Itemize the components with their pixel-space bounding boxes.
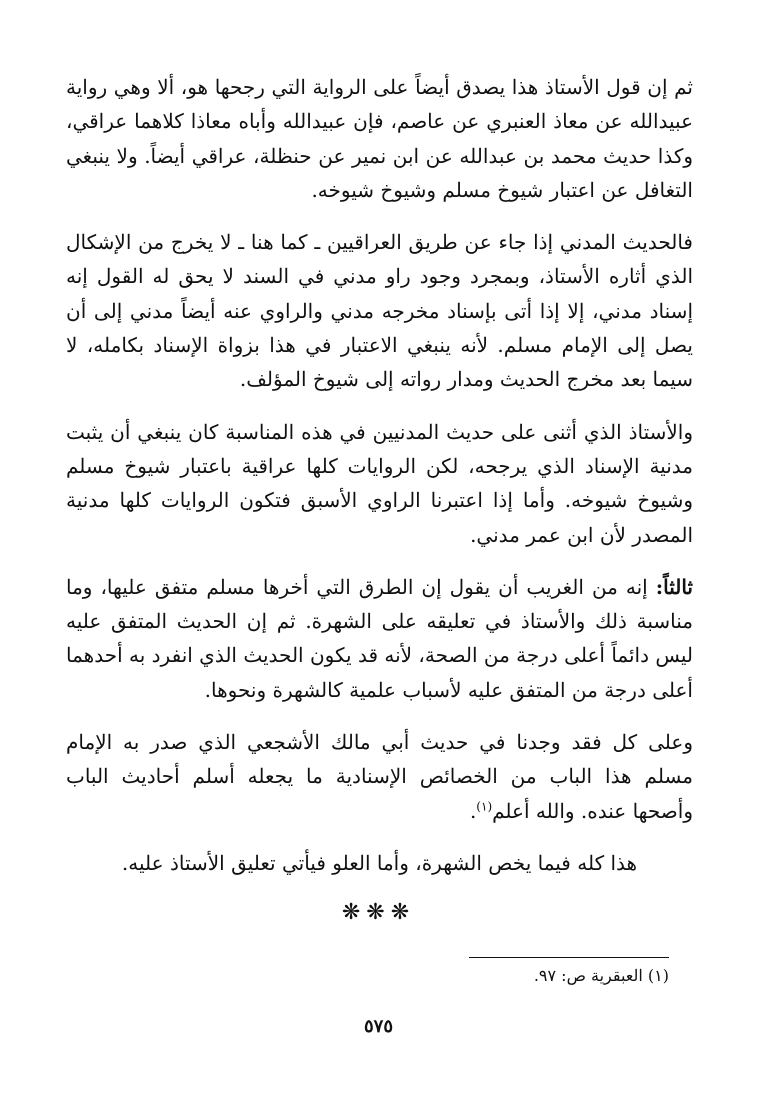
paragraph-1 — [66, 70, 693, 207]
paragraph-6 — [66, 846, 693, 880]
paragraph-5 — [66, 725, 693, 828]
page-number: ٥٧٥ — [363, 1016, 393, 1037]
paragraph-1-text: ثم إن قول الأستاذ هذا يصدق أيضاً على الرواية التي رجحها هو، ألا وهي رواية عبيدالله عن معاذ العنبري عن عاصم، فإن عبيدالله وأباه معاذا كلاهما عراقي، وكذا حديث محمد بن عبدالله عن ابن نمير عن حنظلة، عراقي أيضاً. ولا ينبغي التغافل عن اعتبار شيوخ مسلم وشيوخ شيوخه. — [66, 75, 693, 202]
footnote-divider — [469, 957, 669, 958]
paragraph-2 — [66, 225, 693, 396]
paragraph-4-lead: ثالثاً: — [655, 574, 693, 599]
section-separator: ❋❋❋ — [341, 900, 416, 925]
paragraph-4 — [66, 570, 693, 707]
footnote: (١) العبقرية ص: ٩٧. — [533, 966, 669, 985]
paragraph-2-text: فالحديث المدني إذا جاء عن طريق العراقيين ـ كما هنا ـ لا يخرج من الإشكال الذي أثاره الأستاذ، وبمجرد وجود راو مدني في السند لا يحق له القول إنه إسناد مدني، إلا إذا أتى بإسناد مخرجه مدني والراوي عنه أيضاً مدني إلى أن يصل إلى الإمام مسلم. لأنه ينبغي الاعتبار في هذا بزواة الإسناد بكامله، لا سيما بعد مخرج الحديث ومدار رواته إلى شيوخ المؤلف. — [66, 230, 693, 392]
main-text — [66, 70, 693, 898]
paragraph-4-text: إنه من الغريب أن يقول إن الطرق التي أخرها مسلم متفق عليها، وما مناسبة ذلك والأستاذ في تعليقه على الشهرة. ثم إن الحديث المتفق عليه ليس دائماً أعلى درجة من الصحة، لأنه قد يكون الحديث الذي انفرد به أحدهما أعلى درجة من المتفق عليه لأسباب علمية كالشهرة ونحوها. — [66, 574, 693, 702]
paragraph-6-text: هذا كله فيما يخص الشهرة، وأما العلو فيأتي تعليق الأستاذ عليه. — [121, 850, 638, 875]
paragraph-5-text: وعلى كل فقد وجدنا في حديث أبي مالك الأشجعي الذي صدر به الإمام مسلم هذا الباب من الخصائص الإسنادية ما يجعله أسلم أحاديث الباب وأصحها عنده. والله أعلم — [66, 730, 693, 823]
paragraph-3-text: والأستاذ الذي أثنى على حديث المدنيين في هذه المناسبة كان ينبغي أن يثبت مدنية الإسناد الذي يرجحه، لكن الروايات كلها عراقية باعتبار شيوخ مسلم وشيوخ شيوخه. وأما إذا اعتبرنا الراوي الأسبق فتكون الروايات كلها مدنية المصدر لأن ابن عمر مدني. — [66, 419, 693, 547]
paragraph-3 — [66, 415, 693, 552]
paragraph-5-tail: . — [469, 798, 477, 823]
footnote-reference[interactable]: (١) — [476, 798, 493, 813]
